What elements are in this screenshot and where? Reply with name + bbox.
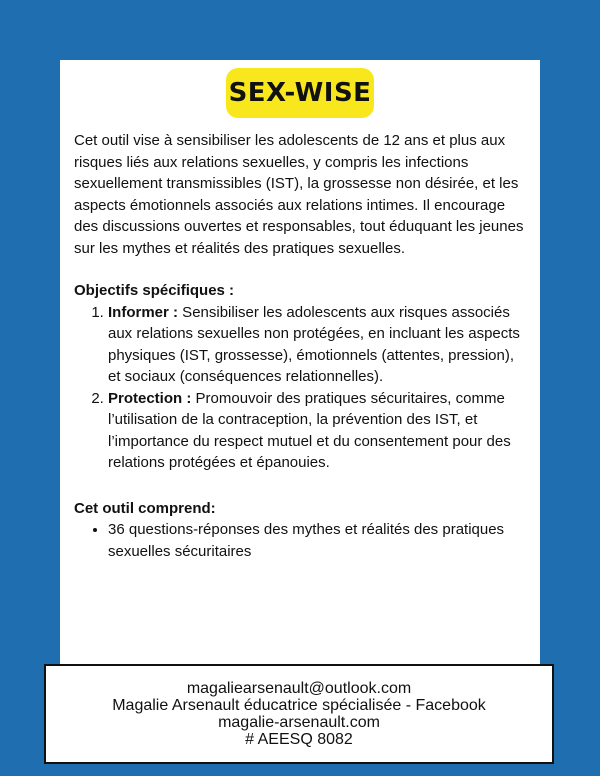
objective-item xyxy=(108,302,526,388)
objective-label: Informer : xyxy=(108,303,179,321)
page-title: SEX-WISE xyxy=(228,78,372,108)
footer-facebook: Magalie Arsenault éducatrice spécialisée - Facebook xyxy=(112,697,486,714)
includes-item: • 36 questions-réponses des mythes et réalités des pratiques sexuelles sécuritaires xyxy=(108,519,526,562)
footer-website: magalie-arsenault.com xyxy=(218,714,380,731)
objective-label: Protection : xyxy=(108,389,192,407)
footer-email: magaliearsenault@outlook.com xyxy=(186,680,412,697)
objective-item xyxy=(108,388,526,474)
intro-paragraph: Cet outil vise à sensibiliser les adolescents de 12 ans et plus aux risques liés aux relations sexuelles, y compris les infections sexuellement transmissibles (IST), la grossesse non désirée, et les aspects émotionnels associés aux relations intimes. Il encourage des discussions ouvertes et responsables, tout éduquant les jeunes sur les mythes et réalités des pratiques sexuelles. xyxy=(74,132,524,257)
title-badge xyxy=(226,68,374,118)
includes-heading: Cet outil comprend: xyxy=(74,499,216,517)
objectives-heading: Objectifs spécifiques : xyxy=(74,282,235,299)
objectives-list xyxy=(74,302,526,474)
objective-text: Sensibiliser les adolescents aux risques associés aux relations sexuelles non protégées, en incluant les aspects physiques (IST, grossesse), émotionnels (attentes, pression), et sociaux (conséquences relationnelles). xyxy=(108,303,520,385)
objective-text: Promouvoir des pratiques sécuritaires, comme l’utilisation de la contraception, la prévention des IST, et l’importance du respect mutuel et du consentement pour des relations protégées et épanouies. xyxy=(108,389,511,471)
footer-aeesq: # AEESQ 8082 xyxy=(245,731,353,748)
includes-list xyxy=(74,519,526,562)
contact-footer xyxy=(44,664,554,764)
document-body xyxy=(74,130,526,562)
